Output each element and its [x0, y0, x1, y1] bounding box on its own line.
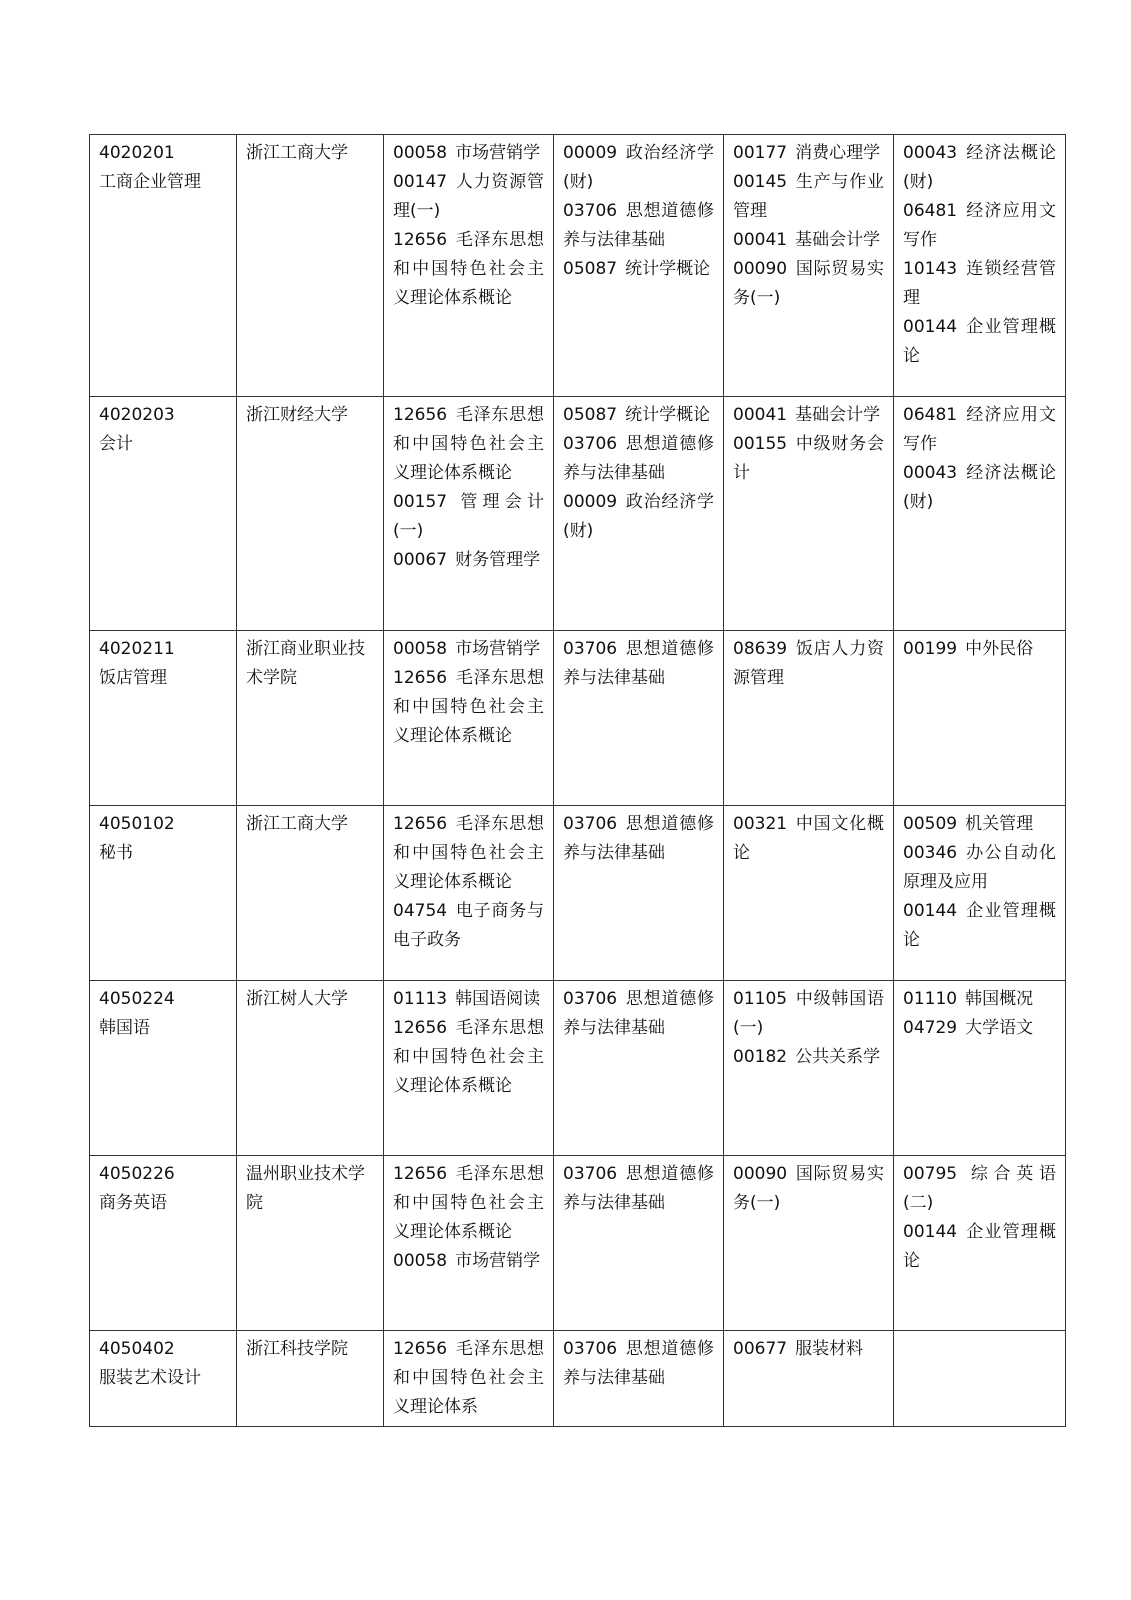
course-item [733, 985, 884, 1043]
course-name: 毛泽东思想和中国特色社会主义理论体系概论 [393, 668, 544, 746]
course-name: 毛泽东思想和中国特色社会主义理论体系概论 [393, 1018, 544, 1096]
course-code: 08639 [733, 639, 788, 659]
course-code: 01105 [733, 989, 788, 1009]
course-code: 00009 [563, 492, 618, 512]
course-item [393, 635, 544, 664]
course-name: 经济法概论(财) [903, 463, 1056, 512]
course-item [393, 488, 544, 546]
course-name: 政治经济学(财) [563, 492, 714, 541]
course-code: 12656 [393, 668, 448, 688]
school-cell [237, 631, 384, 806]
course-item [733, 401, 884, 430]
course-cell-col4 [554, 981, 724, 1156]
major-name: 会计 [99, 434, 133, 454]
major-code: 4050226 [99, 1164, 175, 1184]
course-item [563, 488, 714, 546]
major-code: 4050402 [99, 1339, 175, 1359]
course-name: 思想道德修养与法律基础 [563, 639, 714, 688]
course-code: 04754 [393, 901, 448, 921]
major-cell [90, 1331, 237, 1427]
course-cell-col6 [894, 981, 1066, 1156]
course-name: 财务管理学 [455, 550, 541, 570]
course-code: 00041 [733, 405, 788, 425]
major-cell [90, 981, 237, 1156]
course-code: 00090 [733, 259, 788, 279]
course-code: 03706 [563, 201, 618, 221]
course-code: 03706 [563, 1339, 618, 1359]
course-code: 00144 [903, 317, 958, 337]
course-name: 企业管理概论 [903, 901, 1056, 950]
course-name: 韩国语阅读 [455, 989, 541, 1009]
course-item [903, 139, 1056, 197]
course-item [393, 168, 544, 226]
course-code: 00144 [903, 1222, 958, 1242]
course-code: 00199 [903, 639, 958, 659]
course-name: 毛泽东思想和中国特色社会主义理论体系概论 [393, 405, 544, 483]
table-row [90, 806, 1066, 981]
major-name: 秘书 [99, 843, 133, 863]
course-item [393, 226, 544, 313]
major-name: 韩国语 [99, 1018, 150, 1038]
course-item [903, 1218, 1056, 1276]
course-item [903, 255, 1056, 313]
course-code: 01110 [903, 989, 958, 1009]
course-item [563, 197, 714, 255]
major-name: 饭店管理 [99, 668, 167, 688]
major-name: 商务英语 [99, 1193, 167, 1213]
course-item [733, 139, 884, 168]
course-name: 市场营销学 [455, 639, 541, 659]
course-code: 00041 [733, 230, 788, 250]
course-name: 大学语文 [965, 1018, 1034, 1038]
course-name: 韩国概况 [965, 989, 1034, 1009]
course-item [393, 1335, 544, 1422]
course-cell-col5 [724, 397, 894, 631]
course-name: 市场营销学 [455, 143, 541, 163]
course-item [393, 1014, 544, 1101]
course-code: 05087 [563, 405, 618, 425]
course-cell-col5 [724, 1331, 894, 1427]
course-code: 00177 [733, 143, 788, 163]
course-name: 思想道德修养与法律基础 [563, 814, 714, 863]
course-code: 12656 [393, 405, 448, 425]
course-cell-col3 [384, 1331, 554, 1427]
course-item [733, 430, 884, 488]
course-name: 思想道德修养与法律基础 [563, 1339, 714, 1388]
major-code: 4050102 [99, 814, 175, 834]
course-cell-col4 [554, 806, 724, 981]
course-code: 00157 [393, 492, 448, 512]
course-name: 消费心理学 [795, 143, 881, 163]
table-row [90, 135, 1066, 397]
course-item [733, 1043, 884, 1072]
course-cell-col6 [894, 806, 1066, 981]
course-name: 毛泽东思想和中国特色社会主义理论体系 [393, 1339, 544, 1417]
course-cell-col4 [554, 631, 724, 806]
major-cell [90, 806, 237, 981]
major-name: 工商企业管理 [99, 172, 201, 192]
table-body [90, 135, 1066, 1427]
course-name: 经济应用文写作 [903, 201, 1056, 250]
course-name: 中级韩国语(一) [733, 989, 884, 1038]
course-name: 电子商务与电子政务 [393, 901, 544, 950]
course-code: 00058 [393, 143, 448, 163]
course-item [563, 635, 714, 693]
course-cell-col5 [724, 981, 894, 1156]
course-name: 市场营销学 [455, 1251, 541, 1271]
major-cell [90, 1156, 237, 1331]
course-item [903, 985, 1056, 1014]
table-row [90, 1156, 1066, 1331]
course-item [563, 985, 714, 1043]
course-cell-col4 [554, 135, 724, 397]
course-name: 毛泽东思想和中国特色社会主义理论体系概论 [393, 1164, 544, 1242]
course-code: 00147 [393, 172, 448, 192]
course-name: 生产与作业管理 [733, 172, 884, 221]
course-item [563, 401, 714, 430]
course-code: 00155 [733, 434, 788, 454]
course-name: 国际贸易实务(一) [733, 1164, 884, 1213]
course-cell-col3 [384, 1156, 554, 1331]
course-item [393, 1160, 544, 1247]
course-item [903, 459, 1056, 517]
course-code: 00677 [733, 1339, 788, 1359]
course-code: 12656 [393, 230, 448, 250]
school-name: 浙江树人大学 [246, 989, 348, 1009]
course-item [903, 839, 1056, 897]
course-item [733, 1160, 884, 1218]
course-item [733, 168, 884, 226]
course-cell-col3 [384, 397, 554, 631]
course-item [903, 1014, 1056, 1043]
course-code: 00043 [903, 143, 958, 163]
course-name: 毛泽东思想和中国特色社会主义理论体系概论 [393, 230, 544, 308]
course-code: 12656 [393, 1164, 448, 1184]
course-code: 01113 [393, 989, 448, 1009]
major-code: 4020203 [99, 405, 175, 425]
course-name: 统计学概论 [625, 259, 711, 279]
course-name: 企业管理概论 [903, 1222, 1056, 1271]
course-name: 连锁经营管理 [903, 259, 1056, 308]
course-item [393, 897, 544, 955]
course-cell-col4 [554, 1331, 724, 1427]
course-name: 统计学概论 [625, 405, 711, 425]
course-cell-col3 [384, 806, 554, 981]
school-cell [237, 135, 384, 397]
course-item [563, 1160, 714, 1218]
course-item [903, 810, 1056, 839]
course-code: 00009 [563, 143, 618, 163]
course-item [393, 664, 544, 751]
major-code: 4020211 [99, 639, 175, 659]
course-cell-col3 [384, 135, 554, 397]
course-cell-col5 [724, 631, 894, 806]
course-name: 机关管理 [965, 814, 1034, 834]
school-cell [237, 981, 384, 1156]
course-name: 国际贸易实务(一) [733, 259, 884, 308]
course-code: 03706 [563, 1164, 618, 1184]
course-cell-col5 [724, 1156, 894, 1331]
course-cell-col6 [894, 1331, 1066, 1427]
course-code: 00346 [903, 843, 958, 863]
school-name: 温州职业技术学院 [246, 1164, 365, 1213]
course-code: 00144 [903, 901, 958, 921]
course-item [903, 635, 1056, 664]
course-item [563, 1335, 714, 1393]
course-item [393, 546, 544, 575]
major-cell [90, 135, 237, 397]
course-item [393, 139, 544, 168]
course-name: 公共关系学 [795, 1047, 881, 1067]
school-name: 浙江商业职业技术学院 [246, 639, 365, 688]
course-name: 经济应用文写作 [903, 405, 1056, 454]
school-name: 浙江工商大学 [246, 814, 348, 834]
course-item [393, 401, 544, 488]
course-code: 12656 [393, 814, 448, 834]
table-row [90, 397, 1066, 631]
course-item [733, 255, 884, 313]
course-item [903, 313, 1056, 371]
course-cell-col6 [894, 135, 1066, 397]
course-code: 03706 [563, 814, 618, 834]
course-code: 00067 [393, 550, 448, 570]
course-cell-col6 [894, 631, 1066, 806]
course-item [733, 226, 884, 255]
course-cell-col3 [384, 981, 554, 1156]
major-cell [90, 631, 237, 806]
course-name: 思想道德修养与法律基础 [563, 434, 714, 483]
course-name: 综合英语(二) [903, 1164, 1056, 1213]
course-item [393, 985, 544, 1014]
course-name: 经济法概论(财) [903, 143, 1056, 192]
major-name: 服装艺术设计 [99, 1368, 201, 1388]
course-code: 12656 [393, 1018, 448, 1038]
course-code: 00509 [903, 814, 958, 834]
course-item [733, 810, 884, 868]
course-code: 00058 [393, 1251, 448, 1271]
course-code: 04729 [903, 1018, 958, 1038]
course-item [563, 810, 714, 868]
course-item [733, 1335, 884, 1364]
table-row [90, 1331, 1066, 1427]
course-cell-col6 [894, 1156, 1066, 1331]
course-code: 03706 [563, 639, 618, 659]
course-name: 思想道德修养与法律基础 [563, 201, 714, 250]
school-cell [237, 1156, 384, 1331]
course-code: 12656 [393, 1339, 448, 1359]
school-name: 浙江科技学院 [246, 1339, 348, 1359]
exam-schedule-table [89, 134, 1066, 1427]
course-code: 00795 [903, 1164, 958, 1184]
course-name: 办公自动化原理及应用 [903, 843, 1056, 892]
course-name: 中国文化概论 [733, 814, 884, 863]
course-item [903, 197, 1056, 255]
course-item [393, 810, 544, 897]
course-code: 03706 [563, 989, 618, 1009]
course-item [563, 139, 714, 197]
course-item [903, 401, 1056, 459]
table-row [90, 981, 1066, 1156]
course-cell-col6 [894, 397, 1066, 631]
course-code: 00043 [903, 463, 958, 483]
course-name: 中级财务会计 [733, 434, 884, 483]
course-code: 00058 [393, 639, 448, 659]
course-code: 00145 [733, 172, 788, 192]
school-name: 浙江工商大学 [246, 143, 348, 163]
course-item [563, 255, 714, 284]
school-name: 浙江财经大学 [246, 405, 348, 425]
course-name: 人力资源管理(一) [393, 172, 544, 221]
course-item [563, 430, 714, 488]
course-cell-col5 [724, 806, 894, 981]
school-cell [237, 1331, 384, 1427]
course-name: 政治经济学(财) [563, 143, 714, 192]
course-cell-col4 [554, 397, 724, 631]
course-cell-col5 [724, 135, 894, 397]
course-code: 06481 [903, 201, 958, 221]
school-cell [237, 806, 384, 981]
major-code: 4020201 [99, 143, 175, 163]
course-name: 基础会计学 [795, 405, 881, 425]
course-cell-col4 [554, 1156, 724, 1331]
course-name: 思想道德修养与法律基础 [563, 989, 714, 1038]
course-name: 企业管理概论 [903, 317, 1056, 366]
course-item [733, 635, 884, 693]
course-name: 思想道德修养与法律基础 [563, 1164, 714, 1213]
course-name: 中外民俗 [965, 639, 1034, 659]
course-name: 饭店人力资源管理 [733, 639, 884, 688]
school-cell [237, 397, 384, 631]
course-item [903, 897, 1056, 955]
major-cell [90, 397, 237, 631]
course-item [393, 1247, 544, 1276]
course-name: 管理会计(一) [393, 492, 544, 541]
course-code: 00321 [733, 814, 788, 834]
course-name: 毛泽东思想和中国特色社会主义理论体系概论 [393, 814, 544, 892]
course-name: 基础会计学 [795, 230, 881, 250]
course-code: 06481 [903, 405, 958, 425]
major-code: 4050224 [99, 989, 175, 1009]
course-cell-col3 [384, 631, 554, 806]
course-code: 03706 [563, 434, 618, 454]
course-name: 服装材料 [795, 1339, 864, 1359]
course-code: 05087 [563, 259, 618, 279]
course-item [903, 1160, 1056, 1218]
course-code: 00090 [733, 1164, 788, 1184]
course-code: 00182 [733, 1047, 788, 1067]
table-row [90, 631, 1066, 806]
course-code: 10143 [903, 259, 958, 279]
